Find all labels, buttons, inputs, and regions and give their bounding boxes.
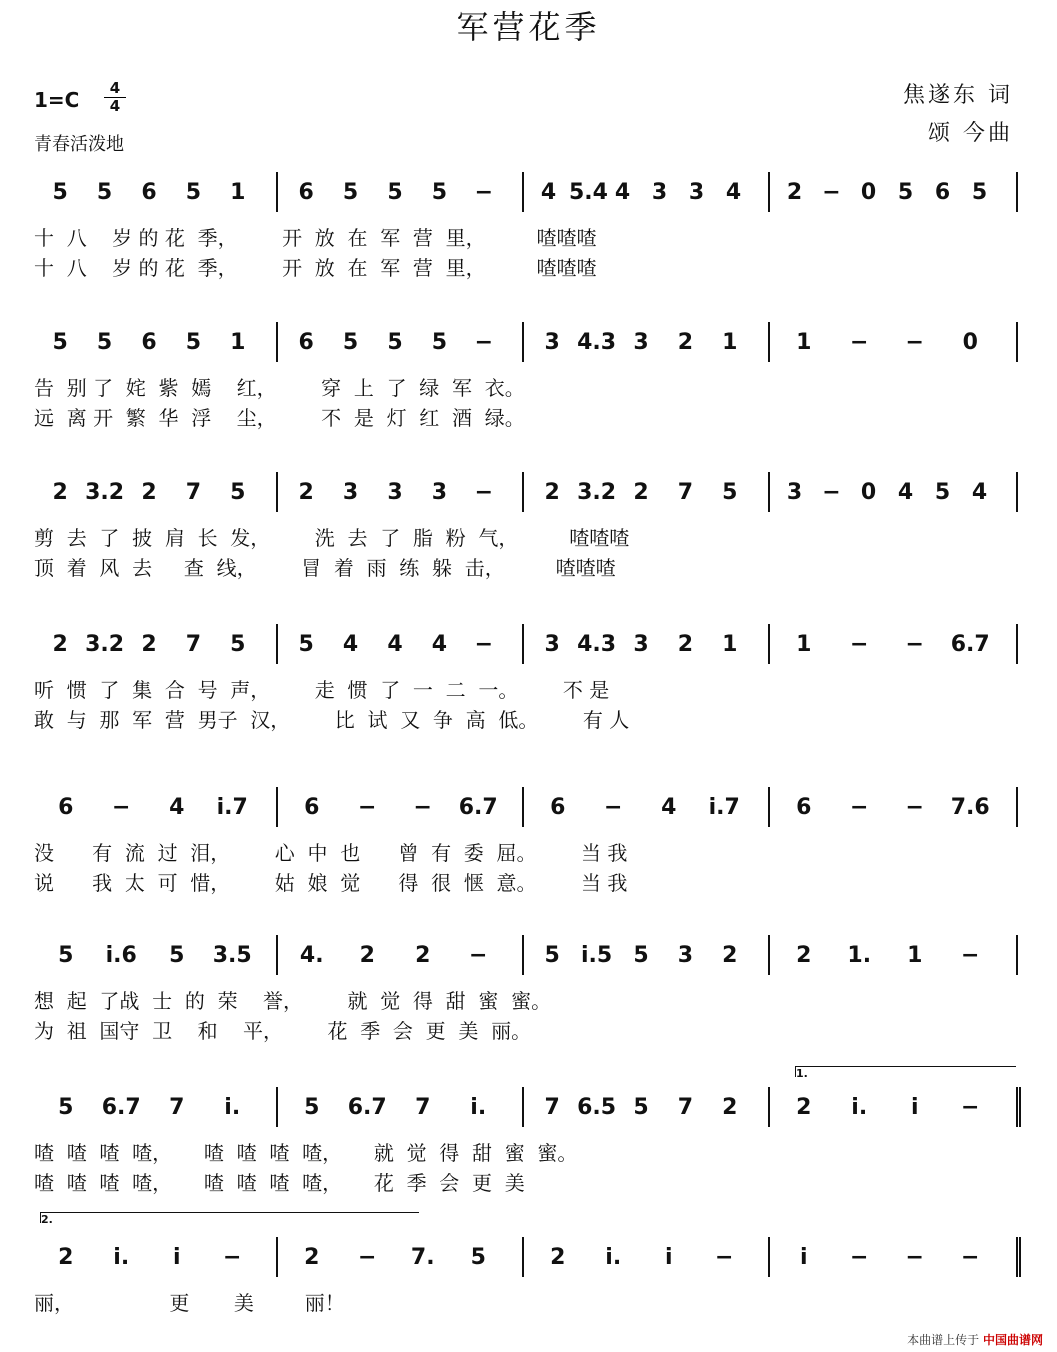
note: 7 <box>185 480 202 505</box>
note: 2 <box>796 1095 812 1120</box>
note: 5 <box>58 943 74 968</box>
note: − <box>469 943 488 968</box>
note: 1 <box>722 330 738 355</box>
bar-line <box>522 1237 524 1277</box>
note: 5 <box>897 180 914 205</box>
bar-line <box>768 172 770 212</box>
note: 1 <box>907 943 923 968</box>
bar-line <box>1016 1237 1021 1277</box>
note: 2 <box>304 1245 320 1270</box>
note: 0 <box>860 480 877 505</box>
bar-line <box>1016 935 1018 975</box>
note: 2 <box>677 632 694 657</box>
note: 3.5 <box>212 943 252 968</box>
note: 6 <box>298 330 314 355</box>
bar-line <box>276 787 278 827</box>
note: 2 <box>722 1095 738 1120</box>
bar-line <box>276 935 278 975</box>
note: 5 <box>387 180 403 205</box>
note: 5 <box>230 480 246 505</box>
note: 2 <box>52 632 68 657</box>
note: i.5 <box>580 943 613 968</box>
note: − <box>474 632 493 657</box>
note: − <box>850 330 869 355</box>
note: − <box>474 480 493 505</box>
bar-line <box>522 1087 524 1127</box>
note: 7 <box>185 632 202 657</box>
note: 1 <box>796 330 812 355</box>
note: i.7 <box>216 795 248 820</box>
time-signature: 4 4 <box>104 80 126 115</box>
note: 2 <box>415 943 431 968</box>
note: 5 <box>304 1095 320 1120</box>
lyric-line: 没 有 流 过 泪， 心 中 也 曾 有 委 屈。 当 我 <box>34 841 628 865</box>
note: 6.7 <box>101 1095 141 1120</box>
note: 4 <box>169 795 185 820</box>
note: 7 <box>544 1095 560 1120</box>
note: 6 <box>934 180 951 205</box>
note: 3 <box>387 480 403 505</box>
bar-line <box>522 935 524 975</box>
note: 5 <box>387 330 403 355</box>
note: i <box>799 1245 808 1270</box>
bar-line <box>1016 1087 1021 1127</box>
note: 3 <box>544 632 560 657</box>
note: 2 <box>677 330 694 355</box>
note: i.7 <box>708 795 740 820</box>
bar-line <box>276 472 278 512</box>
bar-line <box>522 472 524 512</box>
note: 5 <box>431 330 448 355</box>
note: 4 <box>540 180 557 205</box>
note: 1 <box>230 330 246 355</box>
note: 5 <box>58 1095 74 1120</box>
note: 3.2 <box>577 480 617 505</box>
note: 5 <box>298 632 314 657</box>
note: 2 <box>359 943 375 968</box>
note: − <box>822 480 841 505</box>
note: 5 <box>470 1245 486 1270</box>
note: 5 <box>342 330 359 355</box>
note: i <box>664 1245 673 1270</box>
note: − <box>961 1245 980 1270</box>
note: 6 <box>304 795 320 820</box>
note: i.6 <box>105 943 137 968</box>
bar-line <box>1016 472 1018 512</box>
bar-line <box>276 624 278 664</box>
note: i <box>910 1095 919 1120</box>
note: 6 <box>298 180 314 205</box>
note: 3.2 <box>85 480 125 505</box>
note: − <box>905 795 924 820</box>
bar-line <box>522 787 524 827</box>
bar-line <box>768 624 770 664</box>
note: 3.2 <box>85 632 125 657</box>
note: 3 <box>688 180 705 205</box>
note: 4 <box>431 632 448 657</box>
note: 5 <box>96 180 113 205</box>
bar-line <box>768 472 770 512</box>
composer-credit: 颂 今曲 <box>928 121 1013 146</box>
note: − <box>223 1245 242 1270</box>
note: 7 <box>169 1095 185 1120</box>
lyric-line: 顶 着 风 去 查 线， 冒 着 雨 练 躲 击， 喳喳喳 <box>34 556 616 580</box>
volta-second-ending: 2. <box>40 1212 419 1223</box>
lyric-line: 为 祖 国守 卫 和 平， 花 季 会 更 美 丽。 <box>34 1019 532 1043</box>
note: 7.6 <box>950 795 990 820</box>
note: 5 <box>722 480 738 505</box>
note: 5 <box>169 943 185 968</box>
note: − <box>905 1245 924 1270</box>
note: 4 <box>342 632 359 657</box>
note: 5 <box>185 180 202 205</box>
bar-line <box>768 935 770 975</box>
note: 2 <box>722 943 738 968</box>
note: 5 <box>52 180 68 205</box>
lyric-line: 喳 喳 喳 喳， 喳 喳 喳 喳， 花 季 会 更 美 <box>34 1171 525 1195</box>
bar-line <box>276 1087 278 1127</box>
note: 2 <box>786 180 803 205</box>
note: − <box>961 943 980 968</box>
bar-line <box>276 172 278 212</box>
note: i <box>172 1245 181 1270</box>
bar-line <box>1016 322 1018 362</box>
note: 5 <box>934 480 951 505</box>
note: − <box>604 795 623 820</box>
note: − <box>961 1095 980 1120</box>
note: 5 <box>230 632 246 657</box>
tempo-marking: 青春活泼地 <box>34 134 124 155</box>
site-logo: 中国曲谱网 <box>982 1333 1043 1347</box>
note: 2 <box>141 632 157 657</box>
bar-line <box>522 624 524 664</box>
bar-line <box>276 1237 278 1277</box>
note: − <box>715 1245 734 1270</box>
bar-line <box>768 787 770 827</box>
note: − <box>850 632 869 657</box>
lyric-line: 喳 喳 喳 喳， 喳 喳 喳 喳， 就 觉 得 甜 蜜 蜜。 <box>34 1141 578 1165</box>
note: 1. <box>847 943 872 968</box>
bar-line <box>768 322 770 362</box>
note: 7 <box>415 1095 431 1120</box>
note: 2 <box>550 1245 566 1270</box>
note: − <box>850 1245 869 1270</box>
lyric-line: 说 我 太 可 惜， 姑 娘 觉 得 很 惬 意。 当 我 <box>34 871 628 895</box>
note: 2 <box>52 480 68 505</box>
note: 6.7 <box>950 632 990 657</box>
note: 1 <box>722 632 738 657</box>
key-signature: 1=C <box>34 88 80 112</box>
note: 3 <box>651 180 668 205</box>
lyric-line: 想 起 了战 士 的 荣 誉， 就 觉 得 甜 蜜 蜜。 <box>34 989 552 1013</box>
note: 5 <box>633 943 649 968</box>
note: 5 <box>544 943 560 968</box>
note: 5 <box>185 330 202 355</box>
lyric-line: 敢 与 那 军 营 男子 汉， 比 试 又 争 高 低。 有 人 <box>34 708 630 732</box>
note: 3 <box>342 480 359 505</box>
note: 2 <box>141 480 157 505</box>
note: 3 <box>786 480 803 505</box>
note: 5 <box>52 330 68 355</box>
note: − <box>905 632 924 657</box>
note: − <box>474 330 493 355</box>
note: − <box>112 795 131 820</box>
note: 1 <box>230 180 246 205</box>
note: 2 <box>58 1245 74 1270</box>
lyric-line: 远 离 开 繁 华 浮 尘， 不 是 灯 红 酒 绿。 <box>34 406 525 430</box>
note: − <box>358 795 377 820</box>
note: 4 <box>971 480 988 505</box>
note: 6 <box>796 795 812 820</box>
lyric-line: 十 八 岁 的 花 季， 开 放 在 军 营 里， 喳喳喳 <box>34 256 597 280</box>
note: 3 <box>633 330 649 355</box>
bar-line <box>1016 172 1018 212</box>
note: 1 <box>796 632 812 657</box>
note: 5 <box>633 1095 649 1120</box>
note: 4.3 <box>577 330 617 355</box>
note: 3 <box>544 330 560 355</box>
lyric-line: 剪 去 了 披 肩 长 发， 洗 去 了 脂 粉 气， 喳喳喳 <box>34 526 630 550</box>
note: 6.5 <box>577 1095 617 1120</box>
note: 2 <box>544 480 560 505</box>
bar-line <box>1016 787 1018 827</box>
note: i. <box>605 1245 622 1270</box>
note: 6.7 <box>458 795 498 820</box>
lyric-line: 告 别 了 姹 紫 嫣 红， 穿 上 了 绿 军 衣。 <box>34 376 525 400</box>
note: 4 <box>387 632 403 657</box>
note: 3 <box>633 632 649 657</box>
note: − <box>413 795 432 820</box>
note: 6 <box>141 180 157 205</box>
note: 6 <box>550 795 566 820</box>
note: 3 <box>431 480 448 505</box>
note: 3 <box>677 943 694 968</box>
note: 4. <box>299 943 324 968</box>
note: 7 <box>677 480 694 505</box>
note: 5 <box>971 180 988 205</box>
lyricist-credit: 焦遂东 词 <box>903 83 1013 108</box>
bar-line <box>522 172 524 212</box>
note: − <box>850 795 869 820</box>
footer-credit: 本曲谱上传于 中国曲谱网 <box>907 1333 1043 1347</box>
note: 4 <box>897 480 914 505</box>
note: 4 <box>661 795 677 820</box>
note: 5 <box>96 330 113 355</box>
page-title: 军营花季 <box>456 8 601 46</box>
note: i. <box>113 1245 130 1270</box>
note: 7 <box>677 1095 694 1120</box>
note: i. <box>224 1095 241 1120</box>
bar-line <box>276 322 278 362</box>
note: 2 <box>633 480 649 505</box>
note: − <box>358 1245 377 1270</box>
note: i. <box>470 1095 487 1120</box>
note: 4 <box>614 180 631 205</box>
note: 5.4 <box>569 180 608 205</box>
note: 4.3 <box>577 632 617 657</box>
lyric-line: 听 惯 了 集 合 号 声， 走 惯 了 一 二 一。 不 是 <box>34 678 610 702</box>
lyric-line: 十 八 岁 的 花 季， 开 放 在 军 营 里， 喳喳喳 <box>34 226 597 250</box>
bar-line <box>768 1237 770 1277</box>
note: 7. <box>410 1245 435 1270</box>
note: 6 <box>141 330 157 355</box>
note: 2 <box>796 943 812 968</box>
lyric-line: 丽， 更 美 丽！ <box>34 1291 345 1315</box>
note: 4 <box>725 180 742 205</box>
bar-line <box>1016 624 1018 664</box>
note: 6 <box>58 795 74 820</box>
note: 6.7 <box>347 1095 387 1120</box>
note: − <box>822 180 841 205</box>
note: − <box>474 180 493 205</box>
note: 5 <box>431 180 448 205</box>
note: i. <box>851 1095 868 1120</box>
bar-line <box>522 322 524 362</box>
volta-first-ending: 1. <box>795 1066 1016 1077</box>
note: 0 <box>962 330 978 355</box>
note: 2 <box>298 480 314 505</box>
note: 5 <box>342 180 359 205</box>
note: − <box>905 330 924 355</box>
bar-line <box>768 1087 770 1127</box>
note: 0 <box>860 180 877 205</box>
